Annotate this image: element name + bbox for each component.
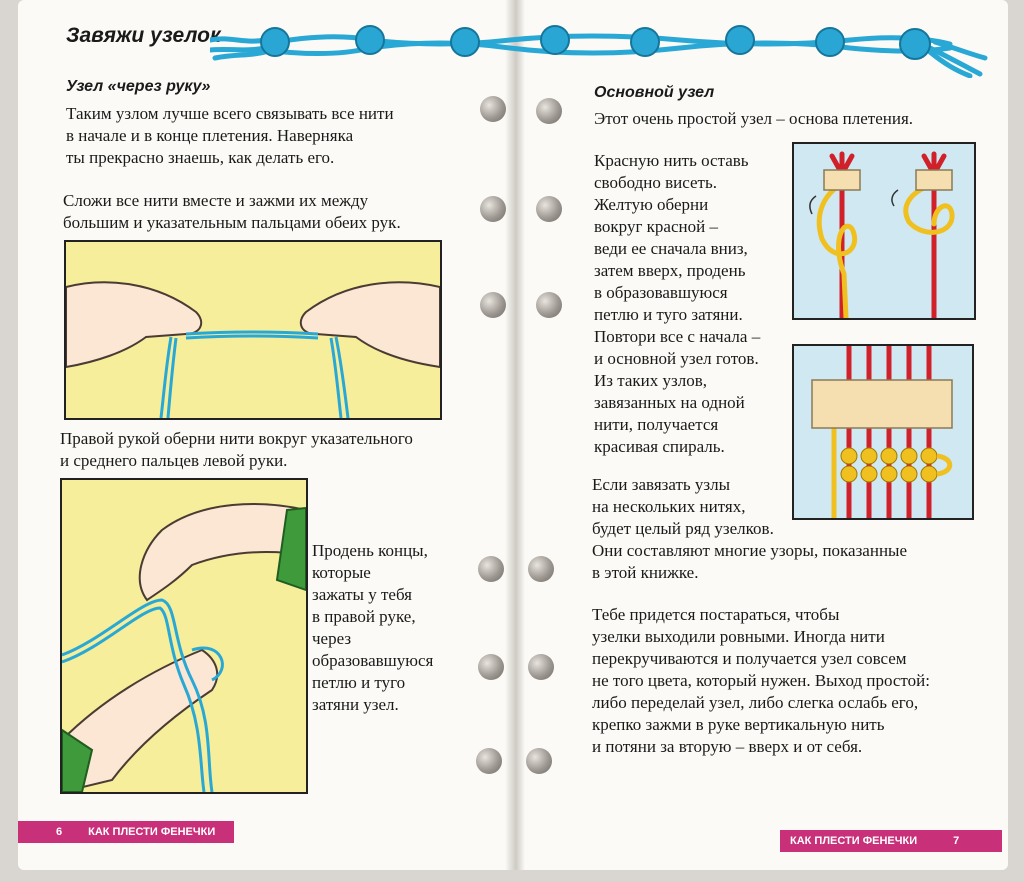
right-subtitle: Основной узел bbox=[594, 84, 715, 101]
binder-hole-icon bbox=[528, 556, 554, 582]
right-intro-text: Этот очень простой узел – основа плетения. bbox=[594, 109, 914, 128]
page-heading: Завяжи узелок bbox=[66, 24, 221, 47]
left-footer-title: КАК ПЛЕСТИ ФЕНЕЧКИ bbox=[88, 826, 216, 838]
right-page-number: 7 bbox=[953, 835, 960, 847]
left-step3-text: Продень концы, которые зажаты у тебя в правой руке, через образовавшуюся петлю и туго затяни узел. bbox=[312, 541, 434, 714]
right-footer-bar bbox=[780, 830, 1002, 852]
binder-hole-icon bbox=[480, 96, 506, 122]
illustration-knot-steps bbox=[792, 142, 976, 320]
illustration-threading-loop bbox=[60, 478, 308, 794]
binder-hole-icon bbox=[478, 556, 504, 582]
binder-hole-icon bbox=[526, 748, 552, 774]
left-step1-text: Сложи все нити вместе и зажми их между большим и указательным пальцами обеих рук. bbox=[63, 191, 401, 232]
left-step2-text: Правой рукой оберни нити вокруг указательного и среднего пальцев левой руки. bbox=[60, 429, 413, 470]
right-rows-text: Если завязать узлы на нескольких нитях, будет целый ряд узелков. Они составляют многие узоры, показанные в этой книжке. bbox=[592, 475, 908, 582]
left-subtitle: Узел «через руку» bbox=[66, 78, 211, 95]
left-footer-bar bbox=[18, 821, 234, 843]
right-footer-title: КАК ПЛЕСТИ ФЕНЕЧКИ bbox=[790, 835, 918, 847]
binder-hole-icon bbox=[536, 98, 562, 124]
binder-hole-icon bbox=[528, 654, 554, 680]
binder-hole-icon bbox=[536, 196, 562, 222]
right-tips-text: Тебе придется постараться, чтобы узелки выходили ровными. Иногда нити перекручиваются и получается узел совсем не того цвета, который нужен. Выход простой: либо переделай узел, либо слегка ослабь его, крепко зажми в руке вертикальную нить и потяни за вторую – вверх и от себя. bbox=[592, 605, 930, 756]
right-instructions-text: Красную нить оставь свободно висеть. Желтую оберни вокруг красной – веди ее сначала вниз, затем вверх, продень в образовавшуюся петлю и туго затяни. Повтори все с начала – и основной узел готов. Из таких узлов, завязанных на одной нити, получается красивая спираль. bbox=[594, 151, 761, 456]
rope-knot-icon bbox=[210, 18, 990, 78]
illustration-hands-holding-threads bbox=[64, 240, 442, 420]
binder-hole-icon bbox=[480, 196, 506, 222]
left-intro-text: Таким узлом лучше всего связывать все нити в начале и в конце плетения. Наверняка ты прекрасно знаешь, как делать его. bbox=[66, 104, 394, 167]
binder-hole-icon bbox=[536, 292, 562, 318]
binder-hole-icon bbox=[476, 748, 502, 774]
book-gutter bbox=[505, 0, 525, 870]
binder-hole-icon bbox=[478, 654, 504, 680]
binder-hole-icon bbox=[480, 292, 506, 318]
left-page-number: 6 bbox=[56, 826, 63, 838]
